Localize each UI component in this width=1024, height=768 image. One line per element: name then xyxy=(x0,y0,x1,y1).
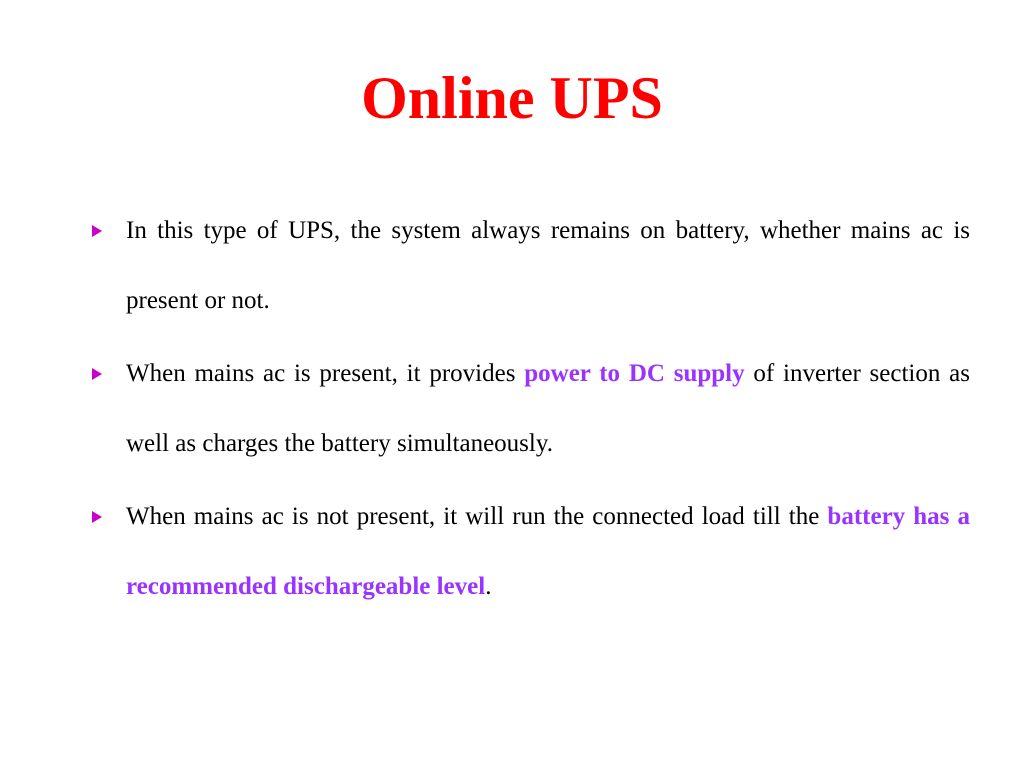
bullet-text-continued: . xyxy=(485,573,492,600)
slide-title: Online UPS xyxy=(361,65,663,131)
triangle-bullet-icon xyxy=(92,225,102,237)
bullet-item xyxy=(84,339,970,479)
triangle-bullet-icon xyxy=(92,511,102,523)
bullet-list xyxy=(84,196,970,625)
bullet-item xyxy=(84,482,970,622)
bullet-text: When mains ac is present, it provides xyxy=(126,360,525,387)
bullet-text-continued: of inverter section as well as charges the battery simultaneously. xyxy=(126,360,970,457)
highlighted-text: power to DC supply xyxy=(524,360,745,387)
bullet-text: In this type of UPS, the system always remains on battery, whether mains ac is present or not. xyxy=(126,217,970,314)
triangle-bullet-icon xyxy=(92,368,102,380)
bullet-text: When mains ac is not present, it will run the connected load till the xyxy=(126,503,828,530)
highlighted-text: battery has a recommended dischargeable level xyxy=(126,503,971,600)
bullet-item xyxy=(84,196,970,336)
